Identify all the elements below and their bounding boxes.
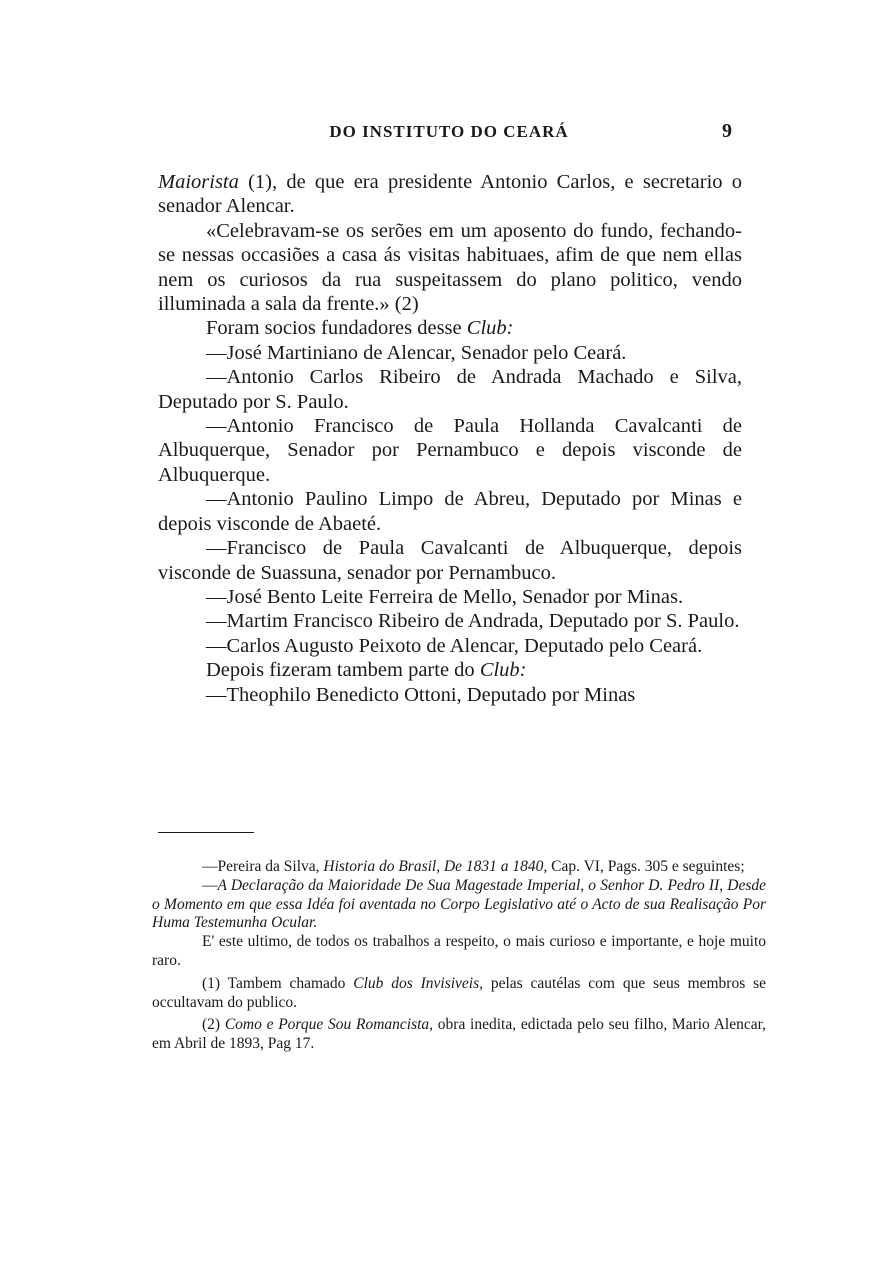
club-italic: Club:	[466, 317, 514, 340]
member-entry: —Francisco de Paula Cavalcanti de Albuquerque, depois visconde de Suassuna, senador por Pernambuco.	[158, 537, 742, 584]
note-text: pelas cautélas com que seus membros se occultavam do publico.	[152, 974, 767, 1011]
main-text	[158, 170, 742, 707]
note-text: —Pereira da Silva,	[202, 858, 324, 875]
member-entry: —Theophilo Benedicto Ottoni, Deputado por Minas	[206, 683, 636, 706]
note-italic: A Declaração da Maioridade De Sua Magestade Imperial, o Senhor D. Pedro II, Desde o Momento em que essa Idéa foi aventada no Corpo Legislativo até o Acto de sua Realisação Por Huma Testemunha Ocular.	[152, 876, 766, 932]
member-entry: —José Martiniano de Alencar, Senador pelo Ceará.	[206, 341, 627, 364]
note-italic: Historia do Brasil, De 1831 a 1840,	[323, 858, 548, 875]
footnotes	[152, 858, 766, 1054]
later-members-text: Depois fizeram tambem parte do	[206, 659, 480, 682]
paragraph-founders-intro	[158, 316, 742, 340]
note-text: obra inedita, edictada pelo seu filho, Mario Alencar, em Abril de 1893, Pag 17.	[152, 1016, 766, 1053]
note-text: (1) Tambem chamado	[202, 974, 354, 992]
club-italic: Club:	[479, 659, 527, 682]
note-pereira	[152, 858, 766, 877]
member-entry: —Antonio Carlos Ribeiro de Andrada Machado e Silva, Deputado por S. Paulo.	[158, 366, 742, 413]
note-declaracao	[152, 877, 766, 933]
footnote-2	[152, 1016, 766, 1054]
page-number: 9	[722, 120, 732, 142]
paragraph-later-members	[158, 658, 742, 682]
member-entry: —José Bento Leite Ferreira de Mello, Senador por Minas.	[206, 585, 684, 608]
note-text: —	[202, 876, 218, 894]
footnote-separator	[158, 832, 254, 833]
note-text: Cap. VI, Pags. 305 e seguintes;	[547, 858, 745, 875]
footnote-1	[152, 975, 766, 1013]
maiorista-text: (1), de que era presidente Antonio Carlos, e secretario o senador Alencar.	[158, 171, 742, 218]
member-entry: —Antonio Francisco de Paula Hollanda Cavalcanti de Albuquerque, Senador por Pernambuco e depois visconde de Albuquerque.	[158, 415, 742, 486]
founders-intro-text: Foram socios fundadores desse	[206, 317, 467, 340]
paragraph-maiorista	[158, 170, 742, 219]
note-italic: Como e Porque Sou Romancista,	[224, 1016, 434, 1034]
member-entry: —Martim Francisco Ribeiro de Andrada, Deputado por S. Paulo.	[206, 610, 740, 633]
note-comment: E' este ultimo, de todos os trabalhos a respeito, o mais curioso e importante, e hoje muito raro.	[152, 933, 766, 969]
page-header	[158, 120, 740, 150]
paragraph-quote: «Celebravam-se os serões em um aposento do fundo, fechando-se nessas occasiões a casa ás visitas habituaes, afim de que nem ellas nem os curiosos da rua suspeitassem do plano politico, vendo illuminada a sala da frente.» (2)	[158, 219, 742, 316]
note-italic: Club dos Invisiveis,	[353, 974, 484, 992]
note-text: (2)	[202, 1016, 225, 1034]
member-entry: —Antonio Paulino Limpo de Abreu, Deputado por Minas e depois visconde de Abaeté.	[158, 488, 742, 535]
running-head: DO INSTITUTO DO CEARÁ	[329, 122, 569, 141]
maiorista-italic: Maiorista	[158, 171, 239, 193]
member-entry: —Carlos Augusto Peixoto de Alencar, Deputado pelo Ceará.	[206, 634, 703, 657]
